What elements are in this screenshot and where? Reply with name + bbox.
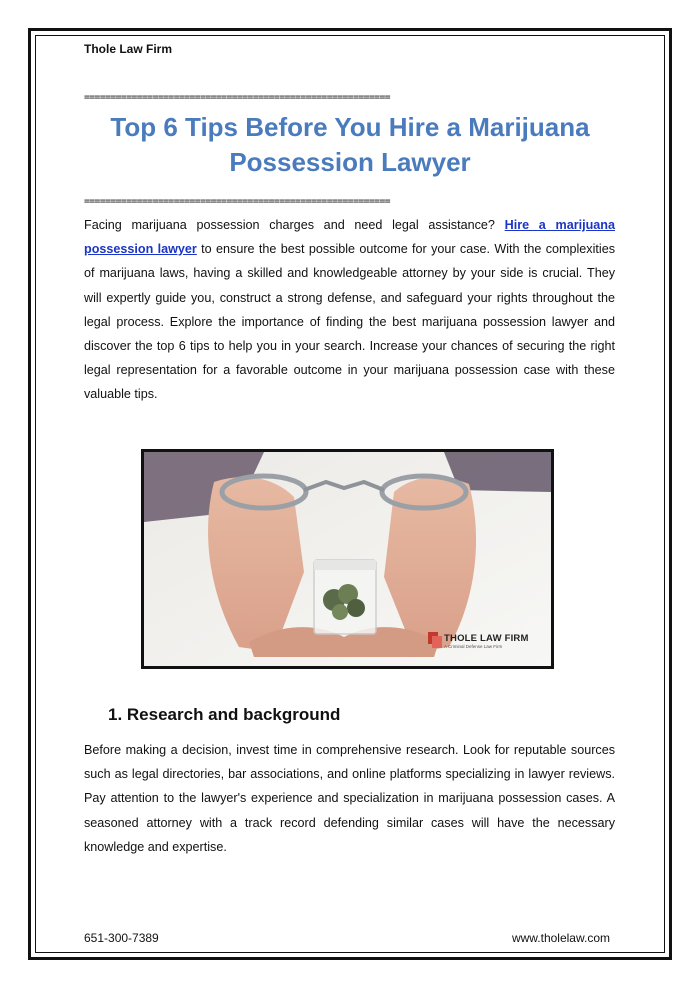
top-rule: ========================================================== [84, 92, 391, 103]
title-line-1: Top 6 Tips Before You Hire a Marijuana [110, 112, 590, 142]
title-line-2: Possession Lawyer [229, 147, 471, 177]
intro-text-end: to ensure the best possible outcome for your case. With the complexities of marijuana laws, having a skilled and knowledgeable attorney by your side is crucial. They will expertly guide you, construct a strong defense, and safeguard your rights throughout the legal process. Explore the importance of finding the best marijuana possession lawyer and discover the top 6 tips to help you in your search. Increase your chances of securing the right legal representation for a favorable outcome in your marijuana possession case with these valuable tips. [84, 242, 615, 402]
intro-text-start: Facing marijuana possession charges and need legal assistance? [84, 218, 505, 232]
handcuffed-hands-photo [141, 449, 554, 669]
page-title [84, 110, 616, 180]
footer-phone: 651-300-7389 [84, 931, 159, 945]
header-firm-name: Thole Law Firm [84, 42, 173, 56]
photo-logo-name: THOLE LAW FIRM [444, 633, 529, 644]
hire-lawyer-link[interactable]: Hire a marijuana possession lawyer [84, 218, 615, 257]
photo-logo [444, 633, 529, 649]
section-1-body: Before making a decision, invest time in comprehensive research. Look for reputable sources such as legal directories, bar associations, and online platforms specializing in lawyer reviews. Pay attention to the lawyer's experience and specialization in marijuana possession cases. A seasoned attorney with a track record defending similar cases will have the necessary knowledge and expertise. [84, 743, 615, 854]
photo-logo-tagline: A Criminal Defense Law Firm [444, 644, 503, 649]
footer-website: www.tholelaw.com [511, 931, 610, 945]
bottom-rule: ========================================================== [84, 196, 391, 207]
intro-paragraph [84, 213, 615, 407]
section-1-heading: 1. Research and background [108, 705, 341, 724]
